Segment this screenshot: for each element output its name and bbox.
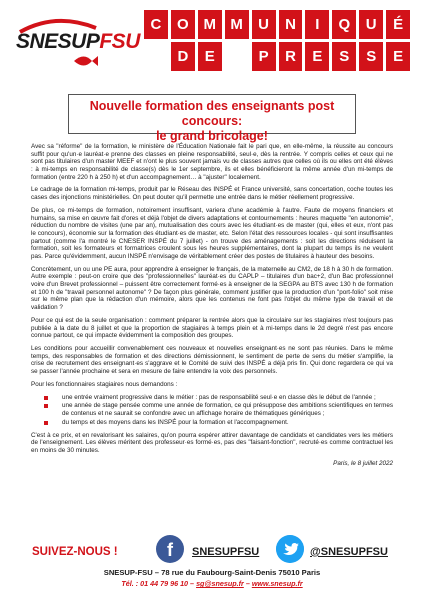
paragraph-demandes-intro: Pour les fonctionnaires stagiaires nous demandons :: [31, 380, 178, 388]
banner-letter: E: [198, 42, 222, 71]
demands-list: [31, 394, 393, 427]
banner-letter: E: [386, 42, 410, 71]
paragraph-moyens: De plus, ce mi-temps de formation, notoirement insuffisant, variera d'une académie à l'autre. Faute de moyens financiers et humains, sa mise en œuvre fait d'ores et déjà l'objet de divers adaptations et contournements : heures maquette "en autonomie", réduction du nombre de visites (une par an), mutualisation des cours avec les étudiant·es de master (qui, elles et eux, n'ont pas le concours), économie sur la formation des étudiant·es de master, etc. Selon l'état des ressources locales - qui sont insuffisantes partout (comme l'a montré le CNESER INSPÉ du 7 juillet) - on trouve des aménagements : soit les directions réduisent la formation, soit les formateurs et formatrices croulent sous les heures supplémentaires, dont la plupart du temps ils ne veulent pas. Parce qu'évidemment, aucun INSPÉ n'envisage de véritablement créer des postes de titulaires à hauteur des besoins.: [31, 206, 393, 260]
banner-letter: Q: [332, 10, 356, 39]
banner-spacer: [144, 42, 168, 71]
press-release-body: [31, 143, 393, 467]
email-link[interactable]: sg@snesup.fr: [196, 579, 244, 588]
paragraph-cadrage: Le cadrage de la formation mi-temps, produit par le Réseau des INSPÉ et France université, sans concertation, coche toutes les cases des injonctions ministérielles. On peut douter qu'il permette une entrée dans le métier réellement progressive.: [31, 186, 393, 202]
banner-letter: E: [305, 42, 329, 71]
banner-letter: O: [171, 10, 195, 39]
banner-letter: S: [332, 42, 356, 71]
banner-letter: R: [279, 42, 303, 71]
paragraph-conditions: Les conditions pour accueillir convenablement ces nouveaux et nouvelles enseignant·es ne sont pas réunies. Dans le même temps, des responsables de formation et des directions démissionnent, le sentiment de perte de sens du métier s'amplifie, la crise de recrutement des enseignant·es s'aggrave et le Comité de suivi des INSPÉ a déjà pris fin. Qui donc regardera ce qui va se passer l'année prochaine et sera en mesure de faire entendre la voix des personnels.: [31, 345, 393, 375]
banner-letter: C: [144, 10, 168, 39]
logo-wordmark: [16, 30, 140, 54]
banner-letter: S: [359, 42, 383, 71]
date-signature: Paris, le 8 juillet 2022: [333, 459, 393, 467]
logo-sub-text: FSU: [99, 30, 140, 53]
banner-letter: N: [279, 10, 303, 39]
banner-letter: P: [252, 42, 276, 71]
banner-letter: É: [386, 10, 410, 39]
twitter-icon[interactable]: [276, 535, 304, 563]
logo-fish-icon: [72, 54, 98, 68]
banner-spacer: [225, 42, 249, 71]
logo-main-text: SNESUP: [16, 30, 100, 53]
title-line-1: Nouvelle formation des enseignants post concours:: [89, 99, 335, 128]
paragraph-conclusion: C'est à ce prix, et en revalorisant les salaires, qu'on pourra espérer attirer davantage de candidats et candidates vers les métiers de l'enseignement. Les élèves méritent des professeur·es formé·es, pas des "faisant-fonction", recruté·es comme contractuel les en moins de 30 minutes.: [31, 431, 393, 454]
banner-row-communique: [144, 10, 410, 39]
website-link[interactable]: www.snesup.fr: [251, 579, 303, 588]
banner-letter: M: [225, 10, 249, 39]
paragraph-organisation: Pour ce qui est de la seule organisation : comment préparer la rentrée alors que la circulaire sur les stagiaires n'est toujours pas publiée à la date du 8 juillet et que la proportion de stagiaires à temps plein et à mi-temps dans le 2d degré n'est pas encore connue partout, ce qui impacte évidemment la composition des groupes.: [31, 316, 393, 340]
paragraph-reforme: Avec sa "réforme" de la formation, le ministère de l'Éducation Nationale fait le pari que, en elle-même, la réussite au concours suffit pour qu'un·e lauréat·e prenne des classes en pleine responsabilité, seul·e, dès la rentrée. Y compris celles et ceux qui ne sont pas titulaires d'un master MEEF et n'ont le plus souvent jamais vu de classes autres que celles où ils ou elles ont été élèves : à mi-temps en responsabilité de classe(s) dès le 1er septembre, ils et elles bénéficieront la même année d'un mi-temps de formation (entre 220 h à 250 h) et d'un accompagnement… à "ajuster" localement.: [31, 143, 393, 181]
banner-letter: M: [198, 10, 222, 39]
contact-line: [0, 579, 424, 588]
phone-number: Tél. : 01 44 79 96 10 –: [121, 579, 195, 588]
facebook-handle-link[interactable]: SNESUPFSU: [192, 546, 260, 558]
banner-letter: I: [305, 10, 329, 39]
paragraph-exemples: Concrètement, un ou une PE aura, pour apprendre à enseigner le français, de la maternelle au CM2, de 18 h à 30 h de formation. Autre exemple : peut-on croire que des "professionnelles" lauréat·es du CAPLP – titulaires d'un bac+2, d'un Bac professionnel voire d'un Brevet professionnel – puissent être correctement formé·es à enseigner de la SEGPA au BTS avec 130 h de formation et 100 h de "travail personnel autonome" ? De façon plus générale, comment justifier que la production d'un "port-folio" soit mise sur le même plan que la rédaction d'un mémoire, alors que les contenus ne font pas l'objet du même type de travail et de validation ?: [31, 265, 393, 312]
banner-letter: U: [252, 10, 276, 39]
follow-us-label: SUIVEZ-NOUS !: [32, 546, 118, 558]
communique-de-presse-banner: [144, 10, 410, 74]
demand-item: une année de stage pensée comme une année de formation, ce qui présuppose des ambitions scientifiques en termes de contenus et ne saurait se confondre avec un affichage horaire de thématiques génériques ;: [31, 402, 393, 417]
postal-address: SNESUP-FSU – 78 rue du Faubourg-Saint-Denis 75010 Paris: [103, 568, 321, 577]
demand-item: une entrée vraiment progressive dans le métier : pas de responsabilité seul·e en classe dès le début de l'année ;: [31, 394, 393, 402]
contact-separator: –: [245, 579, 250, 588]
banner-letter: D: [171, 42, 195, 71]
press-release-title: [68, 94, 356, 143]
banner-letter: U: [359, 10, 383, 39]
banner-row-de-presse: [144, 42, 410, 71]
demand-item: du temps et des moyens dans les INSPÉ pour la formation et l'accompagnement.: [31, 419, 393, 427]
twitter-handle-link[interactable]: @SNESUPFSU: [310, 546, 388, 558]
facebook-icon[interactable]: f: [156, 535, 184, 563]
title-line-2: le grand bricolage!: [156, 129, 268, 143]
snesup-fsu-logo: [16, 18, 140, 76]
